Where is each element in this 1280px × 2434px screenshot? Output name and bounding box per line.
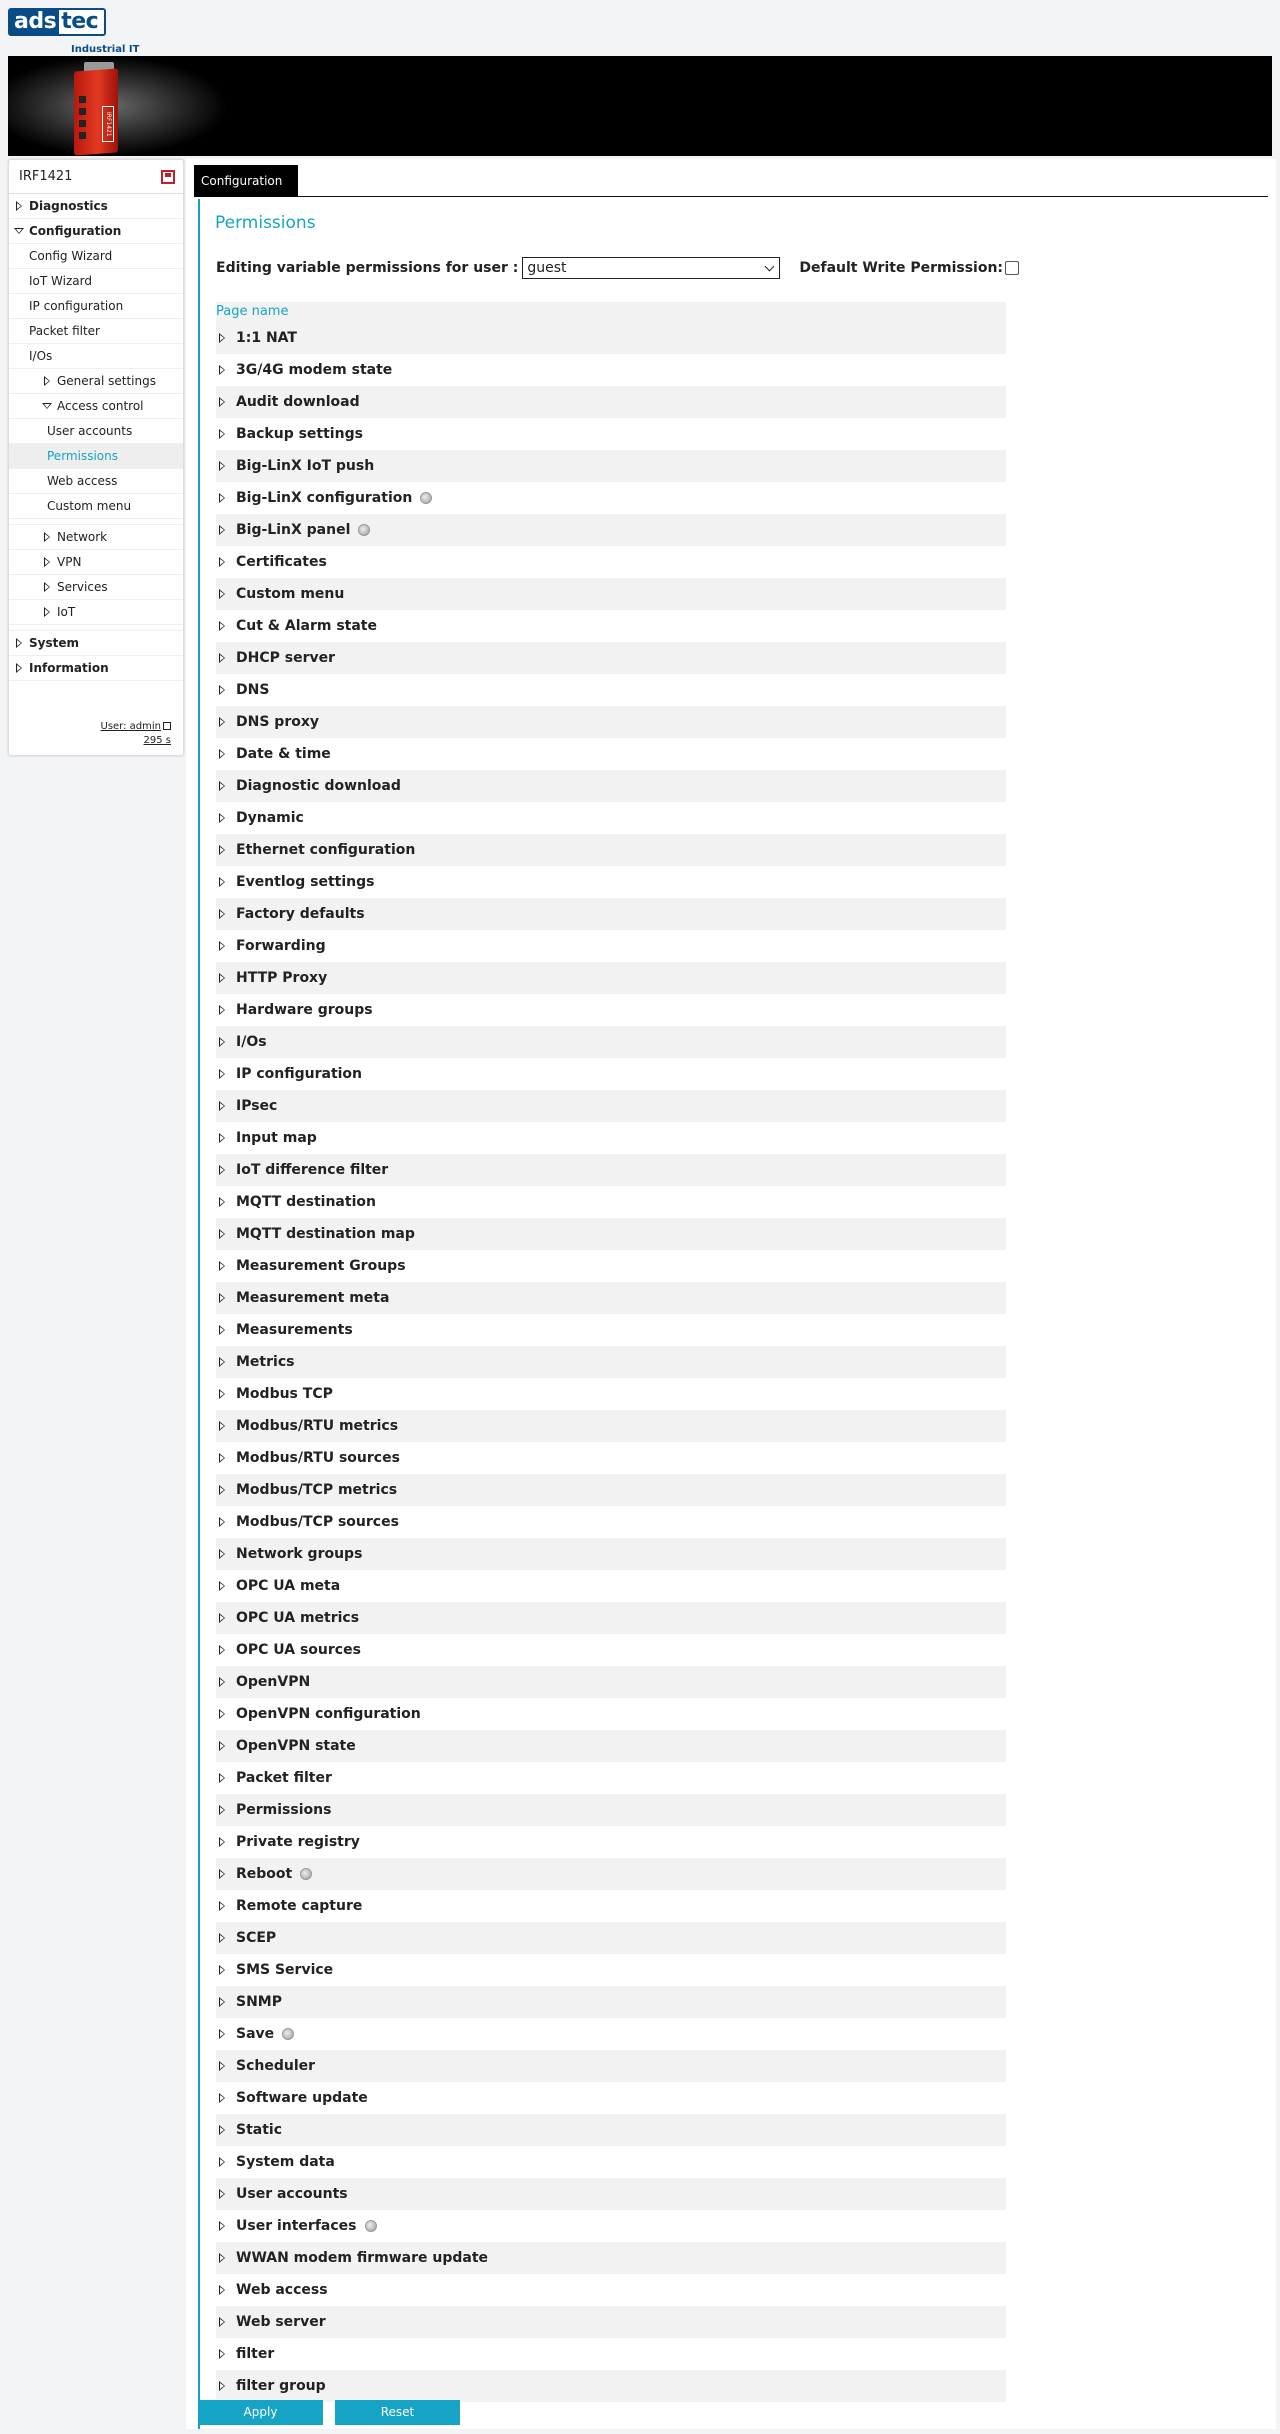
user-select[interactable] [522, 257, 780, 279]
triangle-right-icon[interactable] [217, 1005, 227, 1015]
permission-page-name: IP configuration [236, 1066, 363, 1082]
permission-page-name: IoT difference filter [236, 1162, 389, 1178]
triangle-right-icon[interactable] [217, 909, 227, 919]
default-write-checkbox[interactable] [1005, 261, 1019, 275]
sidebar-item-vpn[interactable] [9, 550, 183, 575]
triangle-right-icon [41, 532, 53, 542]
permission-page-name: DNS proxy [236, 714, 319, 730]
permission-row[interactable] [216, 1698, 1006, 1730]
permission-page-name: OpenVPN state [236, 1738, 356, 1754]
permission-page-name: IPsec [236, 1098, 278, 1114]
permission-page-name: SMS Service [236, 1962, 334, 1978]
permission-row[interactable] [216, 1346, 1006, 1378]
permission-page-name: System data [236, 2154, 335, 2170]
sidebar-item-web-access[interactable] [9, 469, 183, 494]
permission-row[interactable] [216, 2242, 1006, 2274]
sidebar-item-label: Services [57, 580, 108, 594]
permission-row[interactable] [216, 1602, 1006, 1634]
permission-page-name: Modbus/RTU metrics [236, 1418, 399, 1434]
triangle-right-icon[interactable] [217, 1037, 227, 1047]
triangle-right-icon[interactable] [217, 2029, 227, 2039]
permission-row[interactable] [216, 2082, 1006, 2114]
permission-row[interactable] [216, 1090, 1006, 1122]
permission-row[interactable] [216, 1122, 1006, 1154]
permission-row[interactable] [216, 1186, 1006, 1218]
logout-icon[interactable] [163, 722, 171, 730]
permission-row[interactable] [216, 1218, 1006, 1250]
triangle-right-icon[interactable] [217, 2381, 227, 2391]
triangle-right-icon[interactable] [217, 1997, 227, 2007]
permission-page-name: Hardware groups [236, 1002, 373, 1018]
triangle-right-icon[interactable] [217, 1325, 227, 1335]
triangle-right-icon[interactable] [217, 813, 227, 823]
permission-page-name: User interfaces [236, 2218, 357, 2234]
permission-row[interactable] [216, 994, 1006, 1026]
triangle-right-icon[interactable] [217, 1133, 227, 1143]
session-timer[interactable]: 295 s [143, 735, 171, 746]
triangle-right-icon[interactable] [217, 1741, 227, 1751]
permission-row[interactable] [216, 834, 1006, 866]
triangle-right-icon[interactable] [217, 2061, 227, 2071]
permission-page-name: Software update [236, 2090, 368, 2106]
triangle-right-icon[interactable] [217, 653, 227, 663]
device-port-image [79, 120, 86, 127]
triangle-right-icon[interactable] [217, 621, 227, 631]
permission-row[interactable] [216, 1666, 1006, 1698]
permission-page-name: Dynamic [236, 810, 304, 826]
triangle-right-icon[interactable] [217, 1101, 227, 1111]
permission-row[interactable] [216, 2146, 1006, 2178]
permission-page-name: OpenVPN [236, 1674, 311, 1690]
reset-button[interactable]: Reset [335, 2400, 460, 2425]
permission-page-name: Backup settings [236, 426, 363, 442]
sidebar-item-custom-menu[interactable] [9, 494, 183, 519]
triangle-right-icon[interactable] [217, 2285, 227, 2295]
device-name-row [9, 160, 183, 194]
permission-page-name: Factory defaults [236, 906, 365, 922]
permission-row[interactable] [216, 642, 1006, 674]
sidebar-item-label: Permissions [47, 449, 118, 463]
permission-page-name: Reboot [236, 1866, 293, 1882]
permission-page-name: HTTP Proxy [236, 970, 328, 986]
permission-page-name: Big-LinX IoT push [236, 458, 375, 474]
permission-page-name: Metrics [236, 1354, 295, 1370]
sidebar-item-label: Web access [47, 474, 118, 488]
permission-row[interactable] [216, 1506, 1006, 1538]
triangle-right-icon[interactable] [217, 589, 227, 599]
default-write-label: Default Write Permission: [799, 260, 1004, 276]
permission-page-name: Diagnostic download [236, 778, 401, 794]
sidebar-item-general-settings[interactable] [9, 369, 183, 394]
permission-row[interactable] [216, 770, 1006, 802]
page-title: Permissions [215, 213, 316, 233]
triangle-right-icon[interactable] [217, 397, 227, 407]
info-icon [358, 524, 370, 536]
triangle-right-icon[interactable] [217, 1453, 227, 1463]
permission-row[interactable] [216, 386, 1006, 418]
tab-configuration[interactable]: Configuration [194, 165, 298, 197]
device-label: IRF1421 [102, 106, 114, 142]
main-panel [186, 159, 1276, 2429]
triangle-right-icon[interactable] [217, 685, 227, 695]
triangle-right-icon[interactable] [217, 1709, 227, 1719]
sidebar-item-i-os[interactable] [9, 344, 183, 369]
triangle-right-icon[interactable] [217, 1421, 227, 1431]
permission-page-name: DNS [236, 682, 270, 698]
sidebar-item-information[interactable] [9, 656, 183, 681]
permission-page-name: User accounts [236, 2186, 348, 2202]
permission-row[interactable] [216, 1922, 1006, 1954]
sidebar-item-label: VPN [57, 555, 82, 569]
device-name: IRF1421 [19, 169, 73, 184]
user-info [101, 720, 172, 748]
sidebar-item-label: Access control [57, 399, 144, 413]
permission-row[interactable] [216, 674, 1006, 706]
permission-row[interactable] [216, 1538, 1006, 1570]
triangle-right-icon [13, 663, 25, 673]
table-header-page-name: Page name [216, 302, 1006, 322]
permission-row[interactable] [216, 802, 1006, 834]
sidebar-item-ip-configuration[interactable] [9, 294, 183, 319]
permission-row[interactable] [216, 898, 1006, 930]
logo-tagline: Industrial IT [71, 44, 140, 55]
permission-row[interactable] [216, 1634, 1006, 1666]
logo-box [8, 8, 106, 36]
triangle-right-icon[interactable] [217, 1165, 227, 1175]
permission-page-name: DHCP server [236, 650, 336, 666]
triangle-right-icon[interactable] [217, 1229, 227, 1239]
permission-page-name: I/Os [236, 1034, 267, 1050]
permission-row[interactable] [216, 1570, 1006, 1602]
permission-row[interactable] [216, 1378, 1006, 1410]
triangle-right-icon[interactable] [217, 1517, 227, 1527]
sidebar-item-label: Configuration [29, 224, 122, 238]
triangle-right-icon[interactable] [217, 1261, 227, 1271]
info-icon [282, 2028, 294, 2040]
sidebar-item-label: Custom menu [47, 499, 132, 513]
sidebar-item-label: Information [29, 661, 109, 675]
triangle-right-icon [13, 638, 25, 648]
permission-page-name: Forwarding [236, 938, 326, 954]
permission-page-name: Web access [236, 2282, 328, 2298]
logo-text-ads: ads [10, 10, 59, 34]
permission-page-name: MQTT destination map [236, 1226, 415, 1242]
sidebar-item-iot-wizard[interactable] [9, 269, 183, 294]
user-select-value: guest [527, 260, 567, 276]
edit-permissions-row [216, 257, 1019, 279]
permission-row[interactable] [216, 354, 1006, 386]
permission-page-name: Cut & Alarm state [236, 618, 377, 634]
banner-glow [8, 56, 228, 156]
permission-row[interactable] [216, 1858, 1006, 1890]
triangle-down-icon [41, 403, 53, 409]
triangle-right-icon[interactable] [217, 525, 227, 535]
permission-row[interactable] [216, 738, 1006, 770]
tab-bar [194, 165, 1268, 197]
sidebar-item-system[interactable] [9, 631, 183, 656]
sidebar-item-config-wizard[interactable] [9, 244, 183, 269]
sidebar-item-network[interactable] [9, 525, 183, 550]
sidebar-item-label: I/Os [29, 349, 53, 363]
sidebar-item-configuration[interactable] [9, 219, 183, 244]
permission-row[interactable] [216, 962, 1006, 994]
permission-row[interactable] [216, 2210, 1006, 2242]
triangle-right-icon[interactable] [217, 2093, 227, 2103]
triangle-right-icon[interactable] [217, 1485, 227, 1495]
permission-page-name: SNMP [236, 1994, 282, 2010]
triangle-right-icon[interactable] [217, 973, 227, 983]
triangle-right-icon[interactable] [217, 1293, 227, 1303]
triangle-right-icon[interactable] [217, 1357, 227, 1367]
triangle-right-icon[interactable] [217, 2317, 227, 2327]
permission-row[interactable] [216, 1282, 1006, 1314]
permission-row[interactable] [216, 930, 1006, 962]
permission-row[interactable] [216, 1250, 1006, 1282]
triangle-right-icon[interactable] [217, 2157, 227, 2167]
permission-page-name: Eventlog settings [236, 874, 375, 890]
permission-row[interactable] [216, 482, 1006, 514]
triangle-right-icon[interactable] [217, 2221, 227, 2231]
permission-page-name: Private registry [236, 1834, 360, 1850]
triangle-right-icon[interactable] [217, 2125, 227, 2135]
permission-page-name: Input map [236, 1130, 317, 1146]
permission-page-name: 1:1 NAT [236, 330, 297, 346]
permission-row[interactable] [216, 2306, 1006, 2338]
chevron-down-icon [765, 261, 775, 271]
sidebar-item-packet-filter[interactable] [9, 319, 183, 344]
triangle-right-icon[interactable] [217, 429, 227, 439]
permission-row[interactable] [216, 1154, 1006, 1186]
sidebar-item-services[interactable] [9, 575, 183, 600]
triangle-right-icon[interactable] [217, 1613, 227, 1623]
permissions-table [216, 302, 1006, 2402]
info-icon [365, 2220, 377, 2232]
permission-row[interactable] [216, 322, 1006, 354]
permission-page-name: WWAN modem firmware update [236, 2250, 489, 2266]
triangle-down-icon [13, 228, 25, 234]
permission-row[interactable] [216, 578, 1006, 610]
triangle-right-icon[interactable] [217, 1869, 227, 1879]
permission-row[interactable] [216, 1474, 1006, 1506]
permission-page-name: filter [236, 2346, 275, 2362]
permission-page-name: Big-LinX panel [236, 522, 351, 538]
sidebar-item-iot[interactable] [9, 600, 183, 625]
apply-button[interactable]: Apply [198, 2400, 323, 2425]
triangle-right-icon[interactable] [217, 1645, 227, 1655]
permission-page-name: Scheduler [236, 2058, 316, 2074]
permission-page-name: Ethernet configuration [236, 842, 416, 858]
permission-page-name: 3G/4G modem state [236, 362, 393, 378]
permission-row[interactable] [216, 2114, 1006, 2146]
triangle-right-icon[interactable] [217, 1901, 227, 1911]
triangle-right-icon [41, 376, 53, 386]
triangle-right-icon [41, 582, 53, 592]
sidebar-item-label: Diagnostics [29, 199, 108, 213]
sidebar-item-label: Config Wizard [29, 249, 113, 263]
permission-page-name: OPC UA metrics [236, 1610, 360, 1626]
triangle-right-icon[interactable] [217, 2349, 227, 2359]
header-banner [8, 56, 1272, 156]
triangle-right-icon[interactable] [217, 1965, 227, 1975]
permission-page-name: Measurement Groups [236, 1258, 406, 1274]
triangle-right-icon [13, 201, 25, 211]
permission-row[interactable] [216, 1442, 1006, 1474]
triangle-right-icon[interactable] [217, 1549, 227, 1559]
permission-row[interactable] [216, 706, 1006, 738]
sidebar-item-label: Packet filter [29, 324, 100, 338]
triangle-right-icon[interactable] [217, 941, 227, 951]
permission-row[interactable] [216, 450, 1006, 482]
permission-row[interactable] [216, 546, 1006, 578]
triangle-right-icon[interactable] [217, 493, 227, 503]
permission-row[interactable] [216, 866, 1006, 898]
permission-row[interactable] [216, 1986, 1006, 2018]
triangle-right-icon[interactable] [217, 461, 227, 471]
triangle-right-icon[interactable] [217, 717, 227, 727]
triangle-right-icon [41, 607, 53, 617]
triangle-right-icon[interactable] [217, 1197, 227, 1207]
triangle-right-icon[interactable] [217, 1069, 227, 1079]
triangle-right-icon[interactable] [217, 1389, 227, 1399]
permission-page-name: Date & time [236, 746, 331, 762]
permission-page-name: OpenVPN configuration [236, 1706, 421, 1722]
permission-page-name: OPC UA meta [236, 1578, 341, 1594]
sidebar-item-label: User accounts [47, 424, 133, 438]
permission-row[interactable] [216, 1314, 1006, 1346]
sidebar [8, 159, 184, 756]
permission-row[interactable] [216, 2370, 1006, 2402]
permission-page-name: Remote capture [236, 1898, 363, 1914]
permission-page-name: Modbus/TCP sources [236, 1514, 399, 1530]
permission-page-name: Custom menu [236, 586, 345, 602]
triangle-right-icon[interactable] [217, 1805, 227, 1815]
triangle-right-icon[interactable] [217, 877, 227, 887]
triangle-right-icon[interactable] [217, 2189, 227, 2199]
permission-page-name: SCEP [236, 1930, 277, 1946]
triangle-right-icon[interactable] [217, 2253, 227, 2263]
triangle-right-icon[interactable] [217, 1933, 227, 1943]
user-link[interactable]: User: admin [100, 721, 161, 732]
permission-row[interactable] [216, 1954, 1006, 1986]
sidebar-item-access-control[interactable] [9, 394, 183, 419]
permission-page-name: Packet filter [236, 1770, 332, 1786]
permission-page-name: Network groups [236, 1546, 363, 1562]
sidebar-item-label: IoT [57, 605, 76, 619]
triangle-right-icon[interactable] [217, 557, 227, 567]
info-icon [300, 1868, 312, 1880]
permission-row[interactable] [216, 1890, 1006, 1922]
permission-page-name: Permissions [236, 1802, 332, 1818]
sidebar-item-permissions[interactable] [9, 444, 183, 469]
permission-page-name: Modbus/RTU sources [236, 1450, 400, 1466]
triangle-right-icon[interactable] [217, 1677, 227, 1687]
permission-page-name: Static [236, 2122, 283, 2138]
permission-row[interactable] [216, 1026, 1006, 1058]
permission-row[interactable] [216, 418, 1006, 450]
button-bar [198, 2400, 472, 2425]
sidebar-item-label: Network [57, 530, 108, 544]
sidebar-item-label: IP configuration [29, 299, 124, 313]
permission-row[interactable] [216, 1826, 1006, 1858]
permission-row[interactable] [216, 1730, 1006, 1762]
triangle-right-icon[interactable] [217, 1837, 227, 1847]
sidebar-item-user-accounts[interactable] [9, 419, 183, 444]
permission-row[interactable] [216, 1794, 1006, 1826]
permission-row[interactable] [216, 2178, 1006, 2210]
permission-page-name: Modbus TCP [236, 1386, 333, 1402]
permission-page-name: Big-LinX configuration [236, 490, 413, 506]
sidebar-item-label: IoT Wizard [29, 274, 92, 288]
permission-page-name: Web server [236, 2314, 326, 2330]
logo-text-tec: tec [61, 9, 99, 34]
triangle-right-icon[interactable] [217, 749, 227, 759]
edit-user-label: Editing variable permissions for user : [216, 260, 519, 276]
permission-row[interactable] [216, 2050, 1006, 2082]
device-port-image [79, 108, 86, 115]
save-config-icon[interactable] [161, 170, 175, 184]
triangle-right-icon [41, 557, 53, 567]
triangle-right-icon[interactable] [217, 333, 227, 343]
permission-page-name: MQTT destination [236, 1194, 376, 1210]
permission-page-name: Certificates [236, 554, 327, 570]
permission-page-name: OPC UA sources [236, 1642, 361, 1658]
info-icon [420, 492, 432, 504]
device-port-image [79, 96, 86, 103]
triangle-right-icon[interactable] [217, 781, 227, 791]
permission-page-name: filter group [236, 2378, 326, 2394]
permission-row[interactable] [216, 1410, 1006, 1442]
permission-row[interactable] [216, 1762, 1006, 1794]
sidebar-item-label: System [29, 636, 79, 650]
sidebar-item-diagnostics[interactable] [9, 194, 183, 219]
sidebar-item-label: General settings [57, 374, 156, 388]
device-port-image [79, 132, 86, 139]
permission-row[interactable] [216, 1058, 1006, 1090]
permission-row[interactable] [216, 610, 1006, 642]
permission-page-name: Modbus/TCP metrics [236, 1482, 398, 1498]
permission-row[interactable] [216, 2338, 1006, 2370]
permission-page-name: Measurement meta [236, 1290, 390, 1306]
content-area [198, 199, 1276, 2429]
triangle-right-icon[interactable] [217, 1581, 227, 1591]
permission-row[interactable] [216, 514, 1006, 546]
permission-page-name: Audit download [236, 394, 360, 410]
permission-page-name: Measurements [236, 1322, 353, 1338]
permission-row[interactable] [216, 2274, 1006, 2306]
permissions-rows [216, 322, 1006, 2402]
triangle-right-icon[interactable] [217, 1773, 227, 1783]
triangle-right-icon[interactable] [217, 845, 227, 855]
adstec-logo [8, 8, 140, 56]
triangle-right-icon[interactable] [217, 365, 227, 375]
permission-page-name: Save [236, 2026, 275, 2042]
sidebar-nav [9, 194, 183, 681]
permission-row[interactable] [216, 2018, 1006, 2050]
